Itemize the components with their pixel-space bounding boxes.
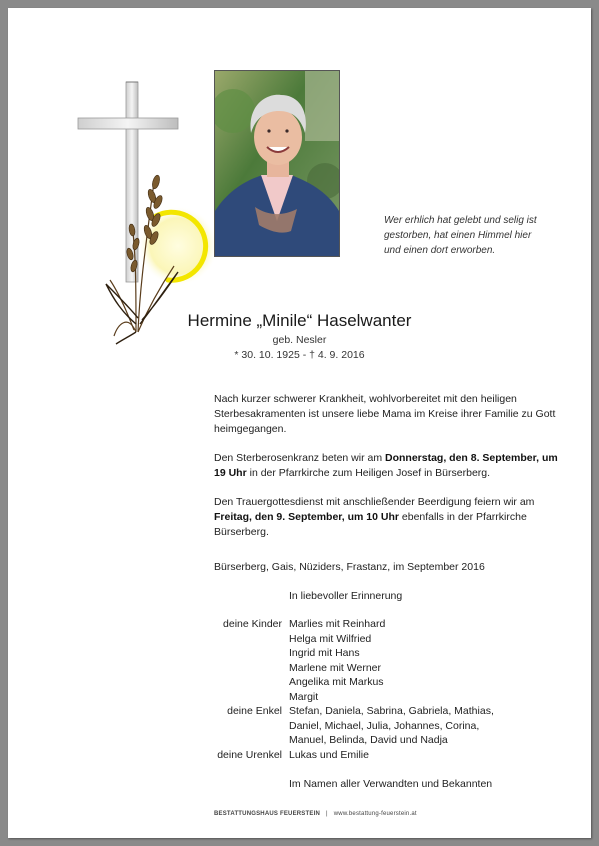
announcement-paragraph: Nach kurzer schwerer Krankheit, wohlvorbereitet mit den heiligen Sterbesakramenten ist unsere liebe Mama im Kreise ihrer Familie zu Gott heimgegangen. xyxy=(214,393,556,435)
quote-line: Wer erhlich hat gelebt und selig ist xyxy=(384,215,537,226)
great-grandchildren-list xyxy=(289,748,369,763)
list-item: Marlene mit Werner xyxy=(289,661,381,674)
list-item: Stefan, Daniela, Sabrina, Gabriela, Mathias, xyxy=(289,705,494,717)
great-grandchildren-label: deine Urenkel xyxy=(217,749,282,761)
list-item: Angelika mit Markus xyxy=(289,676,384,688)
list-item: Ingrid mit Hans xyxy=(289,647,360,659)
list-item: Helga mit Wilfried xyxy=(289,632,372,645)
quote-line: gestorben, hat einen Himmel hier xyxy=(384,230,532,241)
funeral-paragraph: Den Trauergottesdienst mit anschließender Beerdigung feiern wir am Freitag, den 9. September, um 10 Uhr ebenfalls in der Pfarrkirche Bürserberg. xyxy=(214,496,535,538)
rosary-paragraph: Den Sterberosenkranz beten wir am Donnerstag, den 8. September, um 19 Uhr in der Pfarrkirche zum Heiligen Josef in Bürserberg. xyxy=(214,452,558,479)
cross-horizontal xyxy=(78,118,178,129)
memory-line: In liebevoller Erinnerung xyxy=(289,590,403,602)
place-date: Bürserberg, Gais, Nüziders, Frastanz, im September 2016 xyxy=(214,561,485,573)
birth-name: geb. Nesler xyxy=(272,334,327,346)
list-item: Lukas und Emilie xyxy=(289,749,369,761)
children-list xyxy=(289,617,385,704)
closing-line: Im Namen aller Verwandten und Bekannten xyxy=(289,778,493,790)
memorial-quote xyxy=(384,213,564,258)
list-item: Daniel, Michael, Julia, Johannes, Corina, xyxy=(289,719,480,732)
grandchildren-label: deine Enkel xyxy=(227,705,282,717)
portrait-photo xyxy=(214,70,340,257)
funeral-date: Freitag, den 9. September, um 10 Uhr xyxy=(214,511,399,523)
rosary-date: Donnerstag, den 8. September, um 19 Uhr xyxy=(214,452,558,479)
children-label: deine Kinder xyxy=(223,618,282,630)
life-dates: * 30. 10. 1925 - † 4. 9. 2016 xyxy=(234,349,365,361)
list-item: Manuel, Belinda, David und Nadja xyxy=(289,734,448,746)
cross-with-wheat-icon xyxy=(70,74,220,349)
deceased-name: Hermine „Minile“ Haselwanter xyxy=(187,311,412,330)
grandchildren-list xyxy=(289,704,494,748)
funeral-home-name: BESTATTUNGSHAUS FEUERSTEIN xyxy=(214,811,320,817)
footer-separator: | xyxy=(325,811,328,817)
list-item: Margit xyxy=(289,690,319,703)
funeral-home-url[interactable]: www.bestattung-feuerstein.at xyxy=(333,811,417,817)
quote-line: und einen dort erworben. xyxy=(384,245,496,256)
list-item: Marlies mit Reinhard xyxy=(289,618,386,630)
obituary-page xyxy=(8,8,591,838)
footer xyxy=(214,811,417,817)
